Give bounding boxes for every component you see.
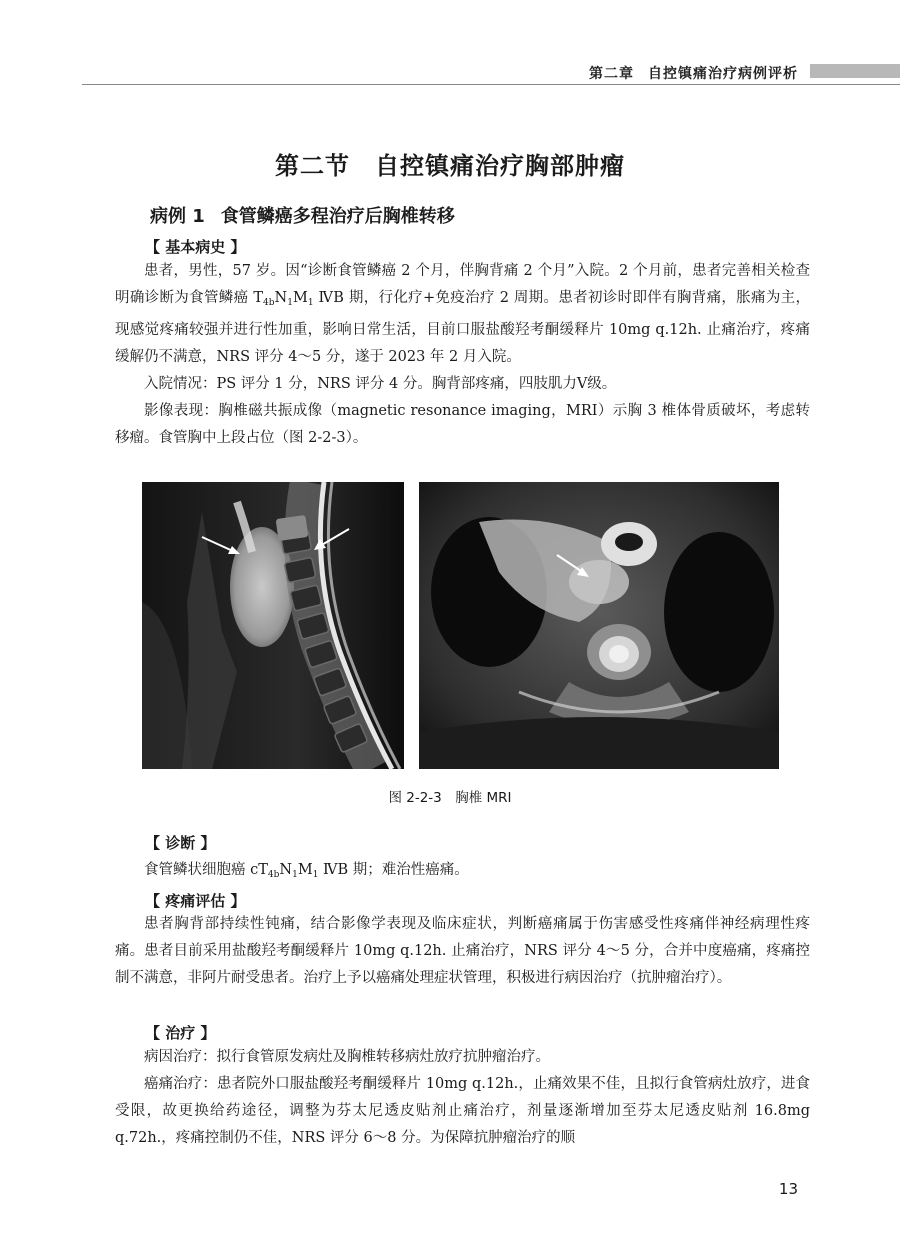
treatment-text [115,1044,810,1152]
diagnosis-heading: 【 诊断 】 [145,834,216,852]
history-text [115,258,810,452]
pain-assessment-heading: 【 疼痛评估 】 [145,892,246,910]
page-number: 13 [778,1180,798,1198]
header-chapter: 第二章 [589,66,634,82]
mri-axial-image [419,482,779,769]
history-paragraph-1: 患者，男性，57 岁。因“诊断食管鳞癌 2 个月，伴胸背痛 2 个月”入院。2 个月前，患者完善相关检查明确诊断为食管鳞癌 $T_{4b}N_1M_1$ ⅣB 期，行化疗+免疫治疗 2 周期。患者初诊时即伴有胸背痛，胀痛为主，现感觉疼痛较强并进行性加重，影响日常生活，目前口服盐酸羟考酮缓释片 10mg q.12h. 止痛治疗，疼痛缓解仍不满意，NRS 评分 4～5 分，遂于 2023 年 2 月入院。 [115,263,811,365]
mri-sagittal-image [142,482,404,769]
section-title: 第二节 自控镇痛治疗胸部肿瘤 [275,152,625,180]
header-bar [810,64,900,78]
diagnosis-paragraph: 食管鳞状细胞癌 $cT_{4b}N_1M_1$ ⅣB 期；难治性癌痛。 [144,862,469,880]
pain-assessment-paragraph: 患者胸背部持续性钝痛，结合影像学表现及临床症状，判断癌痛属于伤害感受性疼痛伴神经病理性疼痛。患者目前采用盐酸羟考酮缓释片 10mg q.12h. 止痛治疗，NRS 评分 4～5 分，合并中度癌痛，疼痛控制不满意，非阿片耐受患者。治疗上予以癌痛处理症状管理，积极进行病因治疗（抗肿瘤治疗）。 [115,916,810,986]
diagnosis-text [115,857,810,889]
history-paragraph-2: 入院情况：PS 评分 1 分，NRS 评分 4 分。胸背部疼痛，四肢肌力Ⅴ级。 [144,376,617,392]
treatment-paragraph-1: 病因治疗：拟行食管原发病灶及胸椎转移病灶放疗抗肿瘤治疗。 [144,1049,550,1065]
case-label: 病例 1 [150,206,205,227]
history-paragraph-3: 影像表现：胸椎磁共振成像（magnetic resonance imaging，MRI）示胸 3 椎体骨质破坏，考虑转移瘤。食管胸中上段占位（图 2-2-3）。 [115,403,810,446]
history-heading: 【 基本病史 】 [145,238,246,256]
pain-assessment-text [115,911,810,992]
figure-caption: 图 2-2-3 胸椎 MRI [388,790,512,806]
header-title: 自控镇痛治疗病例评析 [648,66,798,82]
case-title [150,202,455,228]
treatment-paragraph-2: 癌痛治疗：患者院外口服盐酸羟考酮缓释片 10mg q.12h.，止痛效果不佳，且拟行食管病灶放疗，进食受限，故更换给药途径，调整为芬太尼透皮贴剂止痛治疗，剂量逐渐增加至芬太尼透皮贴剂 16.8mg q.72h.，疼痛控制仍不佳，NRS 评分 6～8 分。为保障抗肿瘤治疗的顺 [115,1076,810,1146]
header-rule [82,84,900,85]
case-title-text: 食管鳞癌多程治疗后胸椎转移 [220,206,455,227]
running-header [589,63,798,83]
treatment-heading: 【 治疗 】 [145,1024,216,1042]
